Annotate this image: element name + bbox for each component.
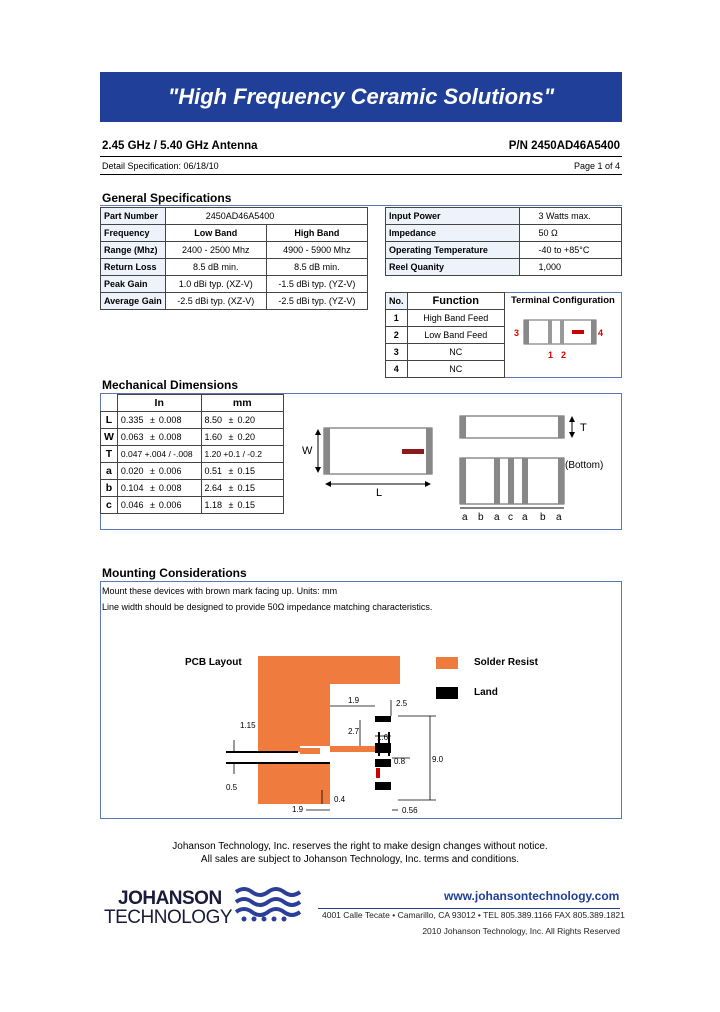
mechanical-drawing: [290, 398, 620, 528]
row-value: Low Band: [165, 225, 266, 242]
table-row: [386, 327, 505, 344]
in-value: 0.047: [120, 448, 143, 459]
in-tol: 0.006: [158, 499, 182, 510]
label-2: 2: [561, 350, 567, 360]
row-label: Frequency: [101, 225, 166, 242]
dim-1-9-b: 1.9: [292, 805, 304, 814]
table-row: [386, 293, 505, 310]
detail-spec: Detail Specification: 06/18/10: [102, 161, 219, 171]
dim-in: [117, 463, 201, 480]
in-value: 0.063: [120, 431, 144, 442]
col-no-header: No.: [386, 293, 408, 310]
end-cap-left: [324, 428, 330, 474]
in-value: 0.335: [120, 414, 144, 425]
section-divider: [100, 205, 622, 206]
row-value: 3 Watts max.: [520, 208, 622, 225]
terminal-config-diagram: [508, 308, 620, 364]
in-sep: ±: [149, 482, 155, 493]
feed-trace: [226, 751, 298, 753]
land-edge: [388, 732, 390, 756]
row-value: -40 to +85°C: [520, 242, 622, 259]
dim-letter: a: [101, 463, 118, 480]
mm-value: 8.50: [204, 414, 223, 425]
table-row: [101, 480, 284, 497]
land-legend-label: Land: [474, 687, 498, 698]
row-value: 1.0 dBi typ. (XZ-V): [165, 276, 266, 293]
mounting-title: Mounting Considerations: [102, 566, 247, 580]
table-row: [101, 259, 368, 276]
row-value: 4900 - 5900 Mhz: [266, 242, 367, 259]
in-sep: ±: [149, 431, 155, 442]
table-row: [101, 276, 368, 293]
table-row: [386, 310, 505, 327]
dim-2-7: 2.7: [348, 727, 360, 736]
dim-letter: L: [101, 412, 118, 429]
website-link[interactable]: www.johansontechnology.com: [444, 889, 620, 903]
side-cap-right: [558, 416, 564, 438]
pcb-layout-diagram: [210, 650, 450, 818]
chip-terminal-4: [591, 320, 596, 344]
logo-wave-icon: [234, 886, 314, 924]
table-row: [101, 412, 284, 429]
land-top: [375, 716, 391, 722]
col-function-header: Function: [407, 293, 505, 310]
row-label: Part Number: [101, 208, 166, 225]
row-label: Impedance: [386, 225, 520, 242]
logo-bottom: TECHNOLOGY: [104, 907, 233, 928]
mechanical-title: Mechanical Dimensions: [102, 378, 239, 392]
product-title: 2.45 GHz / 5.40 GHz Antenna: [102, 140, 258, 152]
mm-sep: ±: [228, 431, 234, 442]
side-cap-left: [460, 416, 466, 438]
letter-a: a: [522, 512, 528, 523]
dim-0-4: 0.4: [334, 795, 346, 804]
in-tol: 0.008: [158, 414, 182, 425]
terminal-function: NC: [407, 344, 505, 361]
bottom-label: (Bottom): [565, 460, 604, 471]
dim-2-5: 2.5: [396, 699, 408, 708]
feed-line-right: [330, 746, 375, 752]
dim-mm: [201, 480, 284, 497]
letter-b: b: [540, 512, 546, 523]
dim-in: [117, 480, 201, 497]
dim-in: [117, 412, 201, 429]
terminal-no: 2: [386, 327, 408, 344]
row-label: Input Power: [386, 208, 520, 225]
bottom-pad: [558, 458, 564, 504]
mm-value: 0.51: [204, 465, 223, 476]
col-mm-header: mm: [201, 395, 284, 412]
table-row: [101, 225, 368, 242]
mm-sep: ±: [228, 465, 234, 476]
mounting-line-2: Line width should be designed to provide 50Ω impedance matching characteristics.: [102, 602, 433, 612]
table-row: [386, 259, 622, 276]
dim-letter: T: [101, 446, 118, 463]
banner-title: "High Frequency Ceramic Solutions": [167, 84, 555, 109]
dim-in: [117, 429, 201, 446]
end-cap-right: [426, 428, 432, 474]
in-tol: 0.008: [158, 431, 182, 442]
header-divider: [100, 156, 622, 157]
copyright: 2010 Johanson Technology, Inc. All Rights Reserved: [422, 926, 620, 936]
terminal-no: 1: [386, 310, 408, 327]
row-value: 50 Ω: [520, 225, 622, 242]
general-specs-title: General Specifications: [102, 191, 232, 205]
brown-mark: [402, 449, 424, 454]
row-label: Return Loss: [101, 259, 166, 276]
t-label: T: [580, 422, 587, 434]
in-sep: +.004 / -.008: [144, 448, 193, 459]
terminal-config-title: Terminal Configuration: [511, 295, 615, 306]
brown-mark: [572, 330, 584, 334]
l-label: L: [376, 487, 383, 499]
letter-c: c: [508, 512, 513, 523]
letter-a: a: [556, 512, 562, 523]
chip-terminal-3: [524, 320, 529, 344]
terminal-function: Low Band Feed: [407, 327, 505, 344]
mark-indicator: [376, 768, 380, 778]
mm-sep: +0.1 / -0.2: [223, 448, 262, 459]
table-row: [386, 208, 622, 225]
in-sep: ±: [149, 499, 155, 510]
in-sep: ±: [149, 465, 155, 476]
bottom-pad: [522, 458, 528, 504]
page-banner: [100, 72, 622, 122]
mm-tol: 0.20: [237, 431, 256, 442]
table-row: [101, 446, 284, 463]
table-row: [101, 293, 368, 310]
terminal-function: NC: [407, 361, 505, 378]
row-value: 2450AD46A5400: [165, 208, 367, 225]
label-1: 1: [548, 350, 554, 360]
mm-tol: 0.15: [237, 465, 256, 476]
chip-side-view: [460, 416, 564, 438]
chip-terminal-1: [548, 320, 552, 344]
letter-a: a: [462, 512, 468, 523]
mounting-line-1: Mount these devices with brown mark facing up. Units: mm: [102, 586, 338, 596]
in-tol: 0.008: [158, 482, 182, 493]
col-in-header: In: [117, 395, 201, 412]
general-specs-right-table: [385, 207, 622, 276]
dim-0-56: 0.56: [402, 806, 418, 815]
general-specs-left-table: [100, 207, 368, 310]
table-row: [101, 429, 284, 446]
row-value: -2.5 dBi typ. (YZ-V): [266, 293, 367, 310]
w-label: W: [302, 445, 313, 457]
label-3: 3: [514, 328, 520, 338]
row-label: Reel Quanity: [386, 259, 520, 276]
terminal-function: High Band Feed: [407, 310, 505, 327]
table-row: [101, 242, 368, 259]
dim-mm: [201, 429, 284, 446]
row-label: Average Gain: [101, 293, 166, 310]
mm-tol: 0.20: [237, 414, 256, 425]
terminal-no: 3: [386, 344, 408, 361]
table-row: [386, 225, 622, 242]
table-row: [386, 344, 505, 361]
feed-line-left: [300, 748, 320, 754]
footer-line-2: All sales are subject to Johanson Technology, Inc. terms and conditions.: [200, 854, 520, 865]
dimension-table: [100, 394, 284, 514]
mm-value: 1.18: [204, 499, 223, 510]
bottom-pad: [508, 458, 514, 504]
mm-sep: ±: [228, 482, 234, 493]
solder-legend-label: Solder Resist: [474, 657, 538, 668]
row-label: Range (Mhz): [101, 242, 166, 259]
table-row: [101, 463, 284, 480]
ground-trace: [226, 762, 330, 764]
row-value: 1,000: [520, 259, 622, 276]
row-label: Operating Temperature: [386, 242, 520, 259]
row-value: High Band: [266, 225, 367, 242]
dim-mm: [201, 463, 284, 480]
dim-in: [117, 446, 201, 463]
label-4: 4: [598, 328, 604, 338]
dim-letter: W: [101, 429, 118, 446]
row-value: 8.5 dB min.: [165, 259, 266, 276]
mm-tol: 0.15: [237, 482, 256, 493]
page-number: Page 1 of 4: [573, 161, 620, 171]
table-row: [386, 242, 622, 259]
solder-resist-lower: [258, 762, 330, 804]
dim-1-15: 1.15: [240, 721, 256, 730]
row-value: 2400 - 2500 Mhz: [165, 242, 266, 259]
in-value: 0.020: [120, 465, 144, 476]
mm-sep: ±: [228, 414, 234, 425]
logo-top: JOHANSON: [118, 888, 222, 909]
land-bottom: [375, 782, 391, 790]
dim-0-5: 0.5: [226, 783, 238, 792]
mm-sep: ±: [228, 499, 234, 510]
mm-value: 1.60: [204, 431, 223, 442]
letter-b: b: [478, 512, 484, 523]
mm-tol: 0.15: [237, 499, 256, 510]
dim-1-9-a: 1.9: [348, 696, 360, 705]
table-row: [101, 208, 368, 225]
table-row: [101, 395, 284, 412]
dim-1-6: 1.6: [377, 733, 389, 742]
dim-in: [117, 497, 201, 514]
row-value: 8.5 dB min.: [266, 259, 367, 276]
in-value: 0.104: [120, 482, 144, 493]
in-value: 0.046: [120, 499, 144, 510]
footer-rule: [318, 908, 620, 909]
bottom-pad: [494, 458, 500, 504]
dim-letter: b: [101, 480, 118, 497]
terminal-no: 4: [386, 361, 408, 378]
table-row: [101, 497, 284, 514]
dim-mm: [201, 446, 284, 463]
chip-terminal-2: [560, 320, 564, 344]
address: 4001 Calle Tecate • Camarillo, CA 93012 • TEL 805.389.1166 FAX 805.389.1821: [322, 910, 625, 920]
land-mid-2: [375, 759, 391, 767]
in-sep: ±: [149, 414, 155, 425]
row-label: Peak Gain: [101, 276, 166, 293]
row-value: -2.5 dBi typ. (XZ-V): [165, 293, 266, 310]
in-tol: 0.006: [158, 465, 182, 476]
header-divider-2: [100, 174, 622, 175]
pcb-layout-title: PCB Layout: [185, 657, 242, 668]
dim-letter: c: [101, 497, 118, 514]
bottom-pad: [460, 458, 466, 504]
part-number: P/N 2450AD46A5400: [508, 140, 620, 152]
dim-mm: [201, 412, 284, 429]
row-value: -1.5 dBi typ. (YZ-V): [266, 276, 367, 293]
footer-line-1: Johanson Technology, Inc. reserves the right to make design changes without notice.: [172, 841, 548, 852]
dim-mm: [201, 497, 284, 514]
dim-9-0: 9.0: [432, 755, 444, 764]
table-row: [386, 361, 505, 378]
mm-value: 2.64: [204, 482, 223, 493]
terminal-function-table: [385, 292, 505, 378]
dim-0-8: 0.8: [394, 757, 406, 766]
letter-a: a: [494, 512, 500, 523]
mm-value: 1.20: [204, 448, 222, 459]
